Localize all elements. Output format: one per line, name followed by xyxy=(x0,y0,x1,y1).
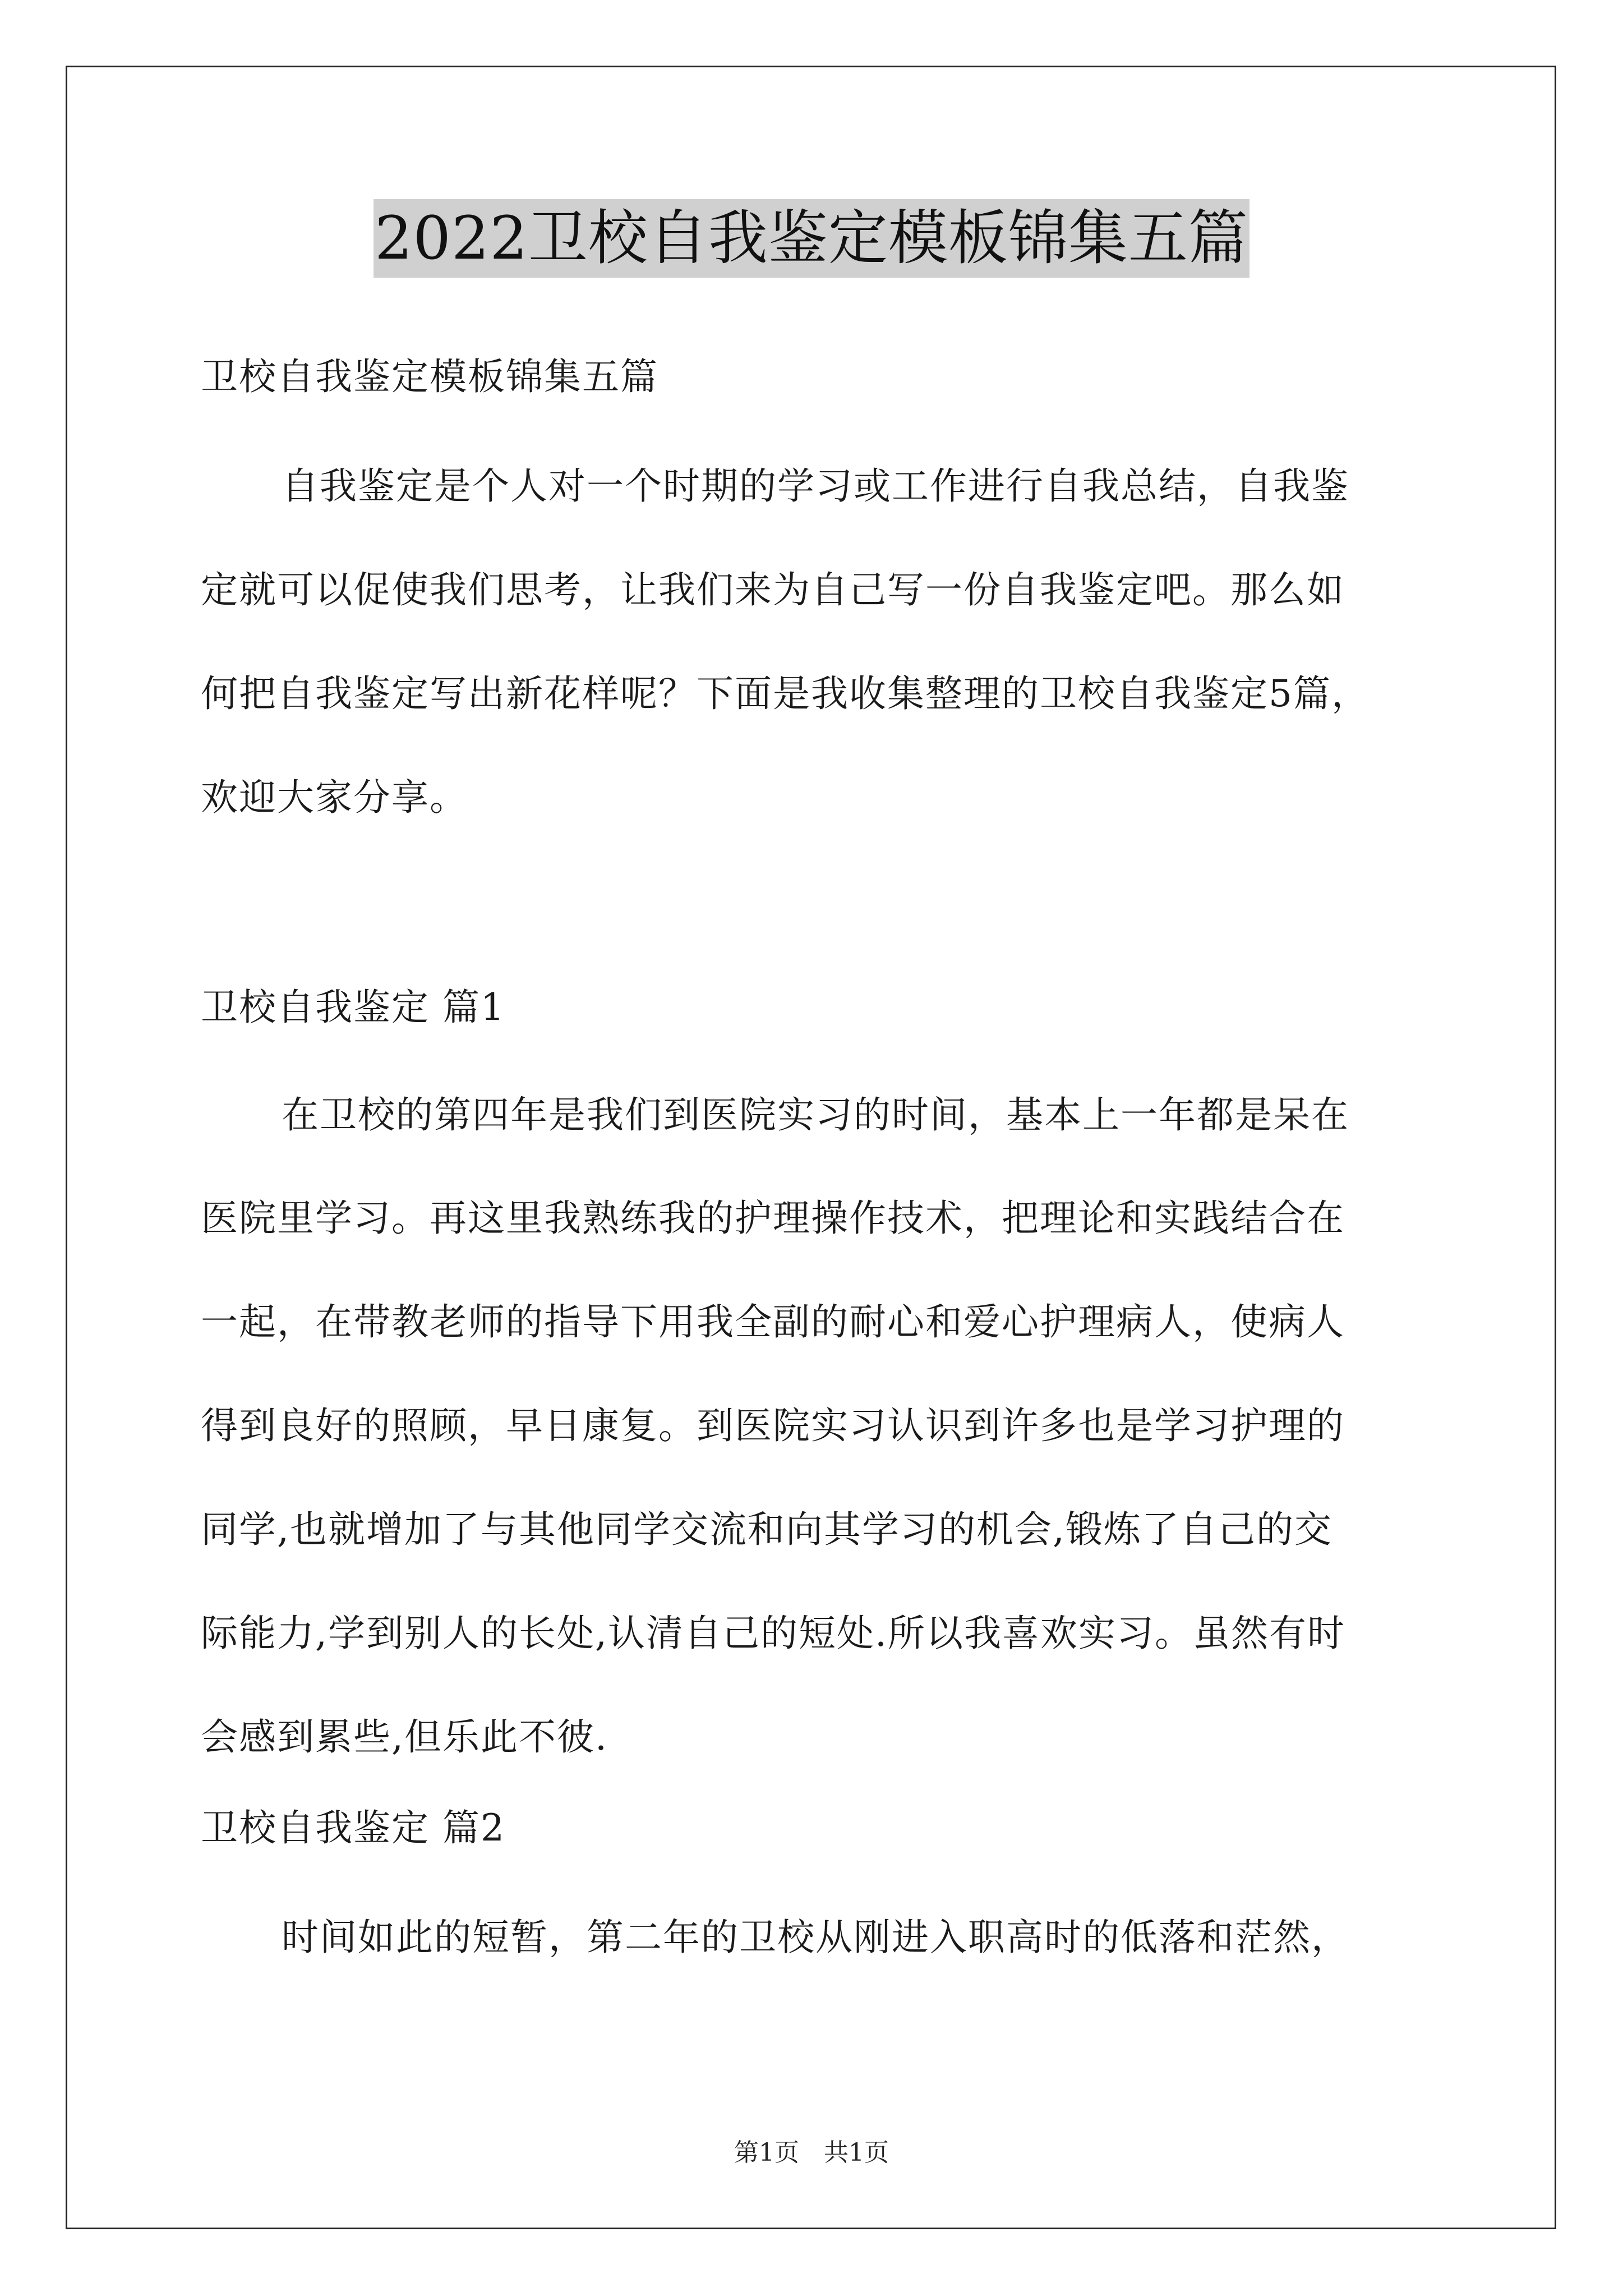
intro-line: 定就可以促使我们思考，让我们来为自己写一份自我鉴定吧。那么如 xyxy=(201,568,1345,611)
section-heading-2: 卫校自我鉴定 篇2 xyxy=(201,1806,505,1849)
document-subtitle: 卫校自我鉴定模板锦集五篇 xyxy=(201,355,658,398)
section1-line: 一起，在带教老师的指导下用我全副的耐心和爱心护理病人，使病人 xyxy=(201,1300,1345,1343)
intro-line: 欢迎大家分享。 xyxy=(201,776,468,819)
section1-line: 同学,也就增加了与其他同学交流和向其学习的机会,锻炼了自己的交 xyxy=(201,1508,1332,1551)
section-heading-1: 卫校自我鉴定 篇1 xyxy=(201,986,505,1029)
intro-line: 何把自我鉴定写出新花样呢？下面是我收集整理的卫校自我鉴定5篇， xyxy=(201,672,1370,715)
intro-line: 自我鉴定是个人对一个时期的学习或工作进行自我总结，自我鉴 xyxy=(282,464,1349,508)
section1-line: 际能力,学到别人的长处,认清自己的短处.所以我喜欢实习。虽然有时 xyxy=(201,1612,1345,1655)
section1-line: 会感到累些,但乐此不彼. xyxy=(201,1715,608,1759)
section2-line: 时间如此的短暂，第二年的卫校从刚进入职高时的低落和茫然， xyxy=(282,1916,1349,1959)
section1-line: 在卫校的第四年是我们到医院实习的时间，基本上一年都是呆在 xyxy=(282,1093,1349,1137)
section1-line: 得到良好的照顾，早日康复。到医院实习认识到许多也是学习护理的 xyxy=(201,1404,1345,1447)
page-footer: 第1页 共1页 xyxy=(734,2138,889,2167)
section1-line: 医院里学习。再这里我熟练我的护理操作技术，把理论和实践结合在 xyxy=(201,1197,1345,1240)
document-title: 2022卫校自我鉴定模板锦集五篇 xyxy=(374,199,1249,278)
title-container xyxy=(0,199,1623,278)
